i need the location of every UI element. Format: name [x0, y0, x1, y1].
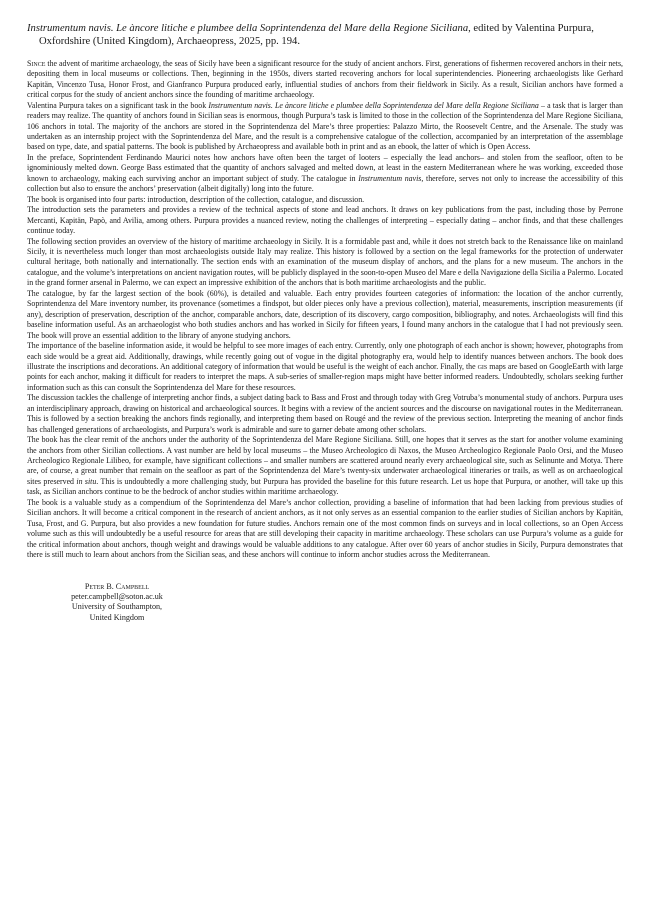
review-paragraph-5: The introduction sets the parameters and provides a review of the technical aspects of stone and lead anchors. It draws on key publications from the past, including those by Perrone Mercanti, Kapitän, Papò, and Avilia, among others. Purpura provides a nuanced review, noting the challenges of interpreting – especially dating – anchor finds, and that these challenges continue today.	[27, 205, 623, 236]
review-paragraph-2	[27, 101, 623, 153]
paragraph-text: The book has the clear remit of the anchors under the authority of the Soprintendenza del Mare Regione Siciliana. Still, one hopes that it serves as the start for another volume examining the anchors from other Sicilian collections. A vast number are held by local museums – the Museo Archeologico di Naxos, the Museo Archeologico Regionale Paolo Orsi, and the Museo Archeologico Regionale Lilibeo, for example, have significant collections – and smaller numbers are scattered around nearly every archaeological site, such as Selinunte and Motya. There are, of course, a great number that remain on the seafloor as part of the Soprintendenza del Mare’s twenty-six underwater archaeological itineraries or trails, as well as on archaeological sites preserved	[27, 435, 623, 486]
reviewer-name: Peter B. Campbell	[84, 581, 150, 591]
gis-acronym: gis	[477, 361, 488, 371]
book-citation	[27, 22, 623, 49]
review-paragraph-4: The book is organised into four parts: introduction, description of the collection, catalogue, and discussion.	[27, 194, 365, 204]
paragraph-lead-word: Since	[27, 58, 46, 68]
paragraph-text: . This is undoubtedly a more challenging study, but Purpura has provided the baseline for this future research. Let us hope that Purpura, or another, will take up this task, as Sicilian anchors continue to be the bedrock of anchor studies within maritime archaeology.	[27, 476, 623, 497]
paragraph-text: The importance of the baseline information aside, it would be helpful to see more images of each entry. Currently, only one photograph of each anchor is shown; however, photographs from each side would be a great aid. Additionally, drawings, while recently going out of vogue in the digital photography era, would help to identify nuances between anchors. The book does illustrate the inscriptions and decorations. An additional category of information that would be useful is the weight of each anchor. Finally, the	[27, 341, 623, 371]
book-details: , edited by Valentina Purpura, Oxfordshire (United Kingdom), Archaeopress, 2025, pp. 194.	[39, 23, 594, 48]
inline-book-title: Instrumentum navis. Le àncore litiche e plumbee della Soprintendenza del Mare della Regione Siciliana	[208, 100, 539, 110]
review-body	[27, 59, 623, 561]
review-paragraph-9: The discussion tackles the challenge of interpreting anchor finds, a subject dating back to Bass and Frost and through today with Greg Votruba’s monumental study of anchors. Purpura uses an interdisciplinary approach, drawing on historical and archaeological sources. It begins with a review of the ancient sources and the discourse on navigational routes in the Mediterranean. This is followed by a section breaking the anchors finds regionally, and interpreting them based on Rougé and the review of the previous section. Interpreting the meaning of anchor finds has challenged generations of archaeologists, and Purpura’s work is admirable and sure to garner debate among other scholars.	[27, 393, 623, 434]
reviewer-country: United Kingdom	[89, 612, 145, 622]
in-situ-term: in situ	[76, 476, 97, 486]
paragraph-text: Valentina Purpura takes on a significant task in the book	[27, 100, 209, 110]
paragraph-text: the advent of maritime archaeology, the seas of Sicily have been a significant resource for the study of ancient anchors. First, generations of fishermen recovered anchors in their nets, depositing them in local museums or collections. Then, beginning in the 1950s, divers started recovering anchors for local superintendencies. Pioneering archaeologists like Gerhard Kapitän, Vincenzo Tusa, Honor Frost, and Gianfranco Purpura produced early, influential studies of anchors from their fieldwork in Sicily. As a result, Sicilian anchors have formed a critical corpus for the study of ancient anchors since the founding of maritime archaeology.	[27, 58, 623, 100]
review-paragraph-10	[27, 435, 623, 498]
inline-book-title: Instrumentum navis	[358, 173, 422, 183]
paragraph-text: maps are based on GoogleEarth with large points for each anchor, making it difficult for readers to interpret the maps. A sub-series of smaller-region maps might have better informed readers. Undoubtedly, scholars seeking further information such as this can consult the Soprintendenza del Mare for these resources.	[27, 361, 623, 392]
reviewer-email[interactable]: peter.campbell@soton.ac.uk	[71, 591, 163, 601]
review-paragraph-6: The following section provides an overview of the history of maritime archaeology in Sicily. It is a formidable past and, while it does not stretch back to the Renaissance like on mainland Sicily, it is nevertheless much longer than most archaeologists outside Italy may realize. This history is followed by a section on the legal frameworks for the protection of underwater cultural heritage, both nationally and internationally. The section ends with an examination of the museum display of anchors, and the plans for a new museum. The anchors in the catalogue, and the volume’s interpretations on ancient navigation routes, will be publicly displayed in the soon-to-open Museo del Mare e della Navigazione della Sicilia a Palermo. Located in the grand former arsenal in Palermo, we can expect an impressive exhibition of the anchors that is both maritime archaeologists and the public.	[27, 236, 623, 288]
review-paragraph-11: The book is a valuable study as a compendium of the Soprintendenza del Mare’s anchor collection, providing a baseline of information that had been lacking from previous studies of Sicilian anchors. It will become a critical component in the research of ancient anchors, as it not only serves as an essential companion to the earlier studies of Sicilian anchors by Kapitän, Tusa, Frost, and G. Purpura, but also provides a new foundation for future studies. Anchors remain one of the most common finds on surveys and in local collections, so an Open Access volume such as this will undoubtedly be a useful resource for areas that are still developing their capacity in maritime archaeology. These scholars can use Purpura’s volume as a guide for the critical information about anchors, though weight and drawings would be valuable additions to any catalogue. After over 60 years of anchor studies in Sicily, Purpura demonstrates that there is still much to learn about anchors from the Sicilian seas, and these anchors will continue to inform anchor studies across the Mediterranean.	[27, 497, 623, 560]
book-title: Instrumentum navis. Le àncore litiche e plumbee della Soprintendenza del Mare della Regione Siciliana	[27, 23, 469, 34]
review-paragraph-3	[27, 153, 623, 195]
review-paragraph-7: The catalogue, by far the largest section of the book (60%), is detailed and valuable. Each entry provides fourteen categories of information: the location of the anchor currently, Soprintendenza del Mare inventory number, its provenance (sometimes a findspot, but older pieces only have a previous collection), material, measurements, inscription measurements (if any), description of preservation, description of the anchor, comparable anchors, date, description of its discovery, cargo composition, bibliography, and notes. Archaeologists will find this baseline information useful. As an archaeologist who both studies anchors and has worked in Sicily for fifteen years, I found many anchors in the catalogue that I had not previously seen. The book will prove an essential addition to the library of anyone studying anchors.	[27, 288, 623, 340]
review-paragraph-1	[27, 59, 623, 101]
paragraph-text: – a task that is larger than readers may realize. The quantity of anchors found in Sicilian seas is enormous, though Purpura’s task is limited to those in the collection of the Soprintendenza del Mare Regione Siciliana, 106 anchors in total. The majority of the anchors are stored in the Soprintendenza del Mare’s three properties: Palazzo Mirto, the Roosevelt Centre, and the Arsenale. The study was undertaken as an internship project with the Soprintendenza del Mare, and the result is a comprehensive catalogue of the collection, accompanied by an interpretation of the assemblage based on type, date, and spatial patterns. The book is published by Archaeopress and available both in print and as an ebook, the latter of which is Open Access.	[27, 100, 623, 152]
paragraph-text: , therefore, serves not only to increase the accessibility of this collection but also to ensure the anchors’ preservation (albeit digitally) long into the future.	[27, 173, 623, 194]
paragraph-text: In the preface, Soprintendent Ferdinando Maurici notes how anchors have often been the target of looters – especially the lead anchors– and stolen from the seafloor, often to be ignominiously melted down. George Bass estimated that the quantity of anchors salvaged and melted down, at least in the eastern Mediterranean where he was working, exceeded those known to archaeology, making each surviving anchor an important subject of study. The catalogue in	[27, 152, 623, 183]
reviewer-affiliation: University of Southampton,	[71, 602, 163, 612]
reviewer-signature	[27, 582, 207, 624]
review-paragraph-8	[27, 341, 623, 393]
